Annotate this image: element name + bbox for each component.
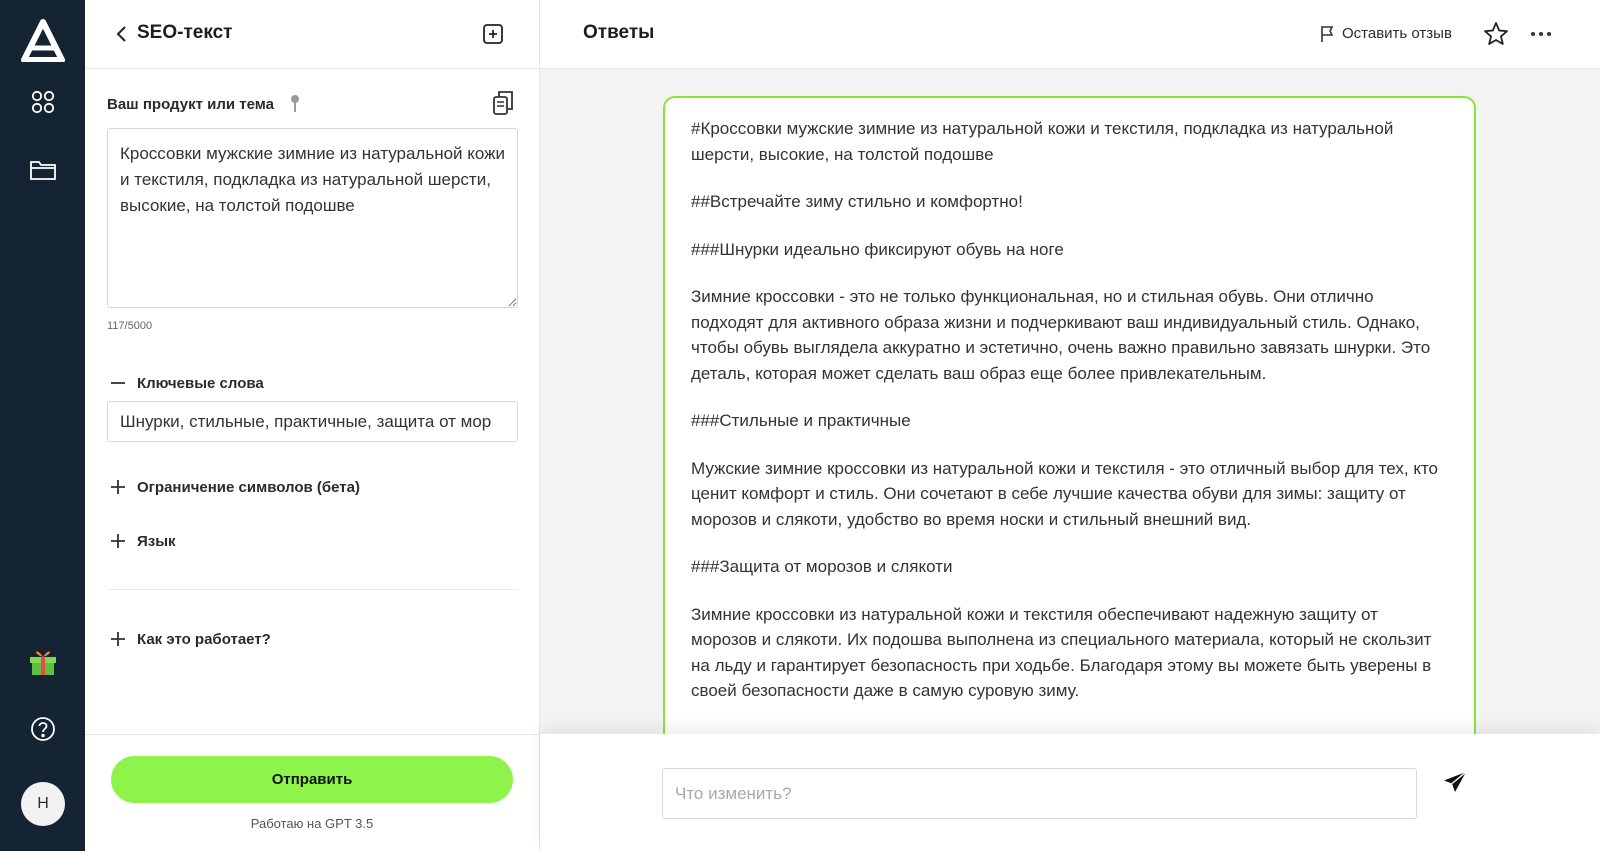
feedback-link[interactable]: Оставить отзыв <box>1342 25 1452 42</box>
minus-icon <box>109 374 127 392</box>
keywords-label: Ключевые слова <box>137 374 264 392</box>
edit-bar <box>540 734 1600 851</box>
apps-grid-icon[interactable] <box>27 86 59 118</box>
character-counter: 117/5000 <box>107 320 153 332</box>
left-panel-footer <box>85 734 539 851</box>
new-document-icon[interactable] <box>481 22 505 46</box>
answer-paragraph: Мужские зимние кроссовки из натуральной кожи и текстиля - это отличный выбор для тех, кто ценит комфорт и стиль. Они сочетают в себе лучшие качества обуви для зимы: защиту от морозов и слякоти, удобство во время носки и стильный внешний вид. <box>691 458 1439 529</box>
flag-icon[interactable] <box>1319 25 1335 43</box>
keywords-section-toggle[interactable] <box>109 372 264 394</box>
language-section-toggle[interactable] <box>109 530 176 552</box>
answers-header <box>540 0 1600 69</box>
send-icon[interactable] <box>1442 770 1468 796</box>
copy-icon[interactable] <box>492 90 514 116</box>
answer-card[interactable] <box>663 96 1476 756</box>
edit-request-input[interactable] <box>662 768 1417 819</box>
answer-paragraph: Зимние кроссовки - это не только функциональная, но и стильная обувь. Они отлично подходят для активного образа жизни и подчеркивают ваш индивидуальный стиль. Однако, чтобы обувь выглядела аккуратно и эстетично, очень важно правильно завязать шнурки. Это деталь, которая может сделать ваш образ еще более привлекательным. <box>691 287 1431 383</box>
plus-icon <box>109 478 127 496</box>
answer-paragraph: #Кроссовки мужские зимние из натуральной кожи и текстиля, подкладка из натуральной шерсти, высокие, на толстой подошве <box>691 119 1394 164</box>
tool-settings-panel <box>85 0 540 851</box>
language-label: Язык <box>137 532 176 550</box>
answer-paragraph: Зимние кроссовки из натуральной кожи и текстиля обеспечивают надежную защиту от морозов и слякоти. Их подошва выполнена из специального материала, который не скользит на льду и гарантирует безопасность при ходьбе. Благодаря этому вы можете быть уверены в своей безопасности даже в самую суровую зиму. <box>691 604 1432 700</box>
star-icon[interactable] <box>1483 21 1509 47</box>
char-limit-section-toggle[interactable] <box>109 476 360 498</box>
left-panel-header <box>85 0 539 69</box>
how-it-works-toggle[interactable] <box>109 628 271 650</box>
answer-paragraph: ###Защита от морозов и слякоти <box>691 557 953 576</box>
plus-icon <box>109 630 127 648</box>
answers-panel <box>540 0 1600 851</box>
logo-icon[interactable] <box>20 18 66 62</box>
chevron-left-icon[interactable] <box>113 24 131 44</box>
help-icon[interactable] <box>27 713 59 745</box>
divider <box>107 589 518 590</box>
gift-icon[interactable] <box>27 645 59 677</box>
folder-icon[interactable] <box>27 154 59 186</box>
answer-paragraph: ###Шнурки идеально фиксируют обувь на ноге <box>691 239 1064 259</box>
avatar[interactable]: Н <box>21 782 65 826</box>
product-textarea[interactable] <box>107 128 518 308</box>
answer-paragraph: ##Встречайте зиму стильно и комфортно! <box>691 192 1023 211</box>
answer-paragraph: ###Стильные и практичные <box>691 411 911 430</box>
char-limit-label: Ограничение символов (бета) <box>137 478 360 496</box>
send-button[interactable]: Отправить <box>111 756 513 803</box>
answers-title: Ответы <box>583 22 655 43</box>
page-title: SEO-текст <box>137 22 233 43</box>
keywords-input[interactable] <box>107 401 518 442</box>
more-options-icon[interactable] <box>1529 24 1553 44</box>
product-field-label: Ваш продукт или тема <box>107 96 274 113</box>
plus-icon <box>109 532 127 550</box>
left-rail <box>0 0 85 851</box>
powered-by-text: Работаю на GPT 3.5 <box>250 816 374 831</box>
how-it-works-label: Как это работает? <box>137 630 271 648</box>
pin-icon[interactable] <box>288 94 302 114</box>
